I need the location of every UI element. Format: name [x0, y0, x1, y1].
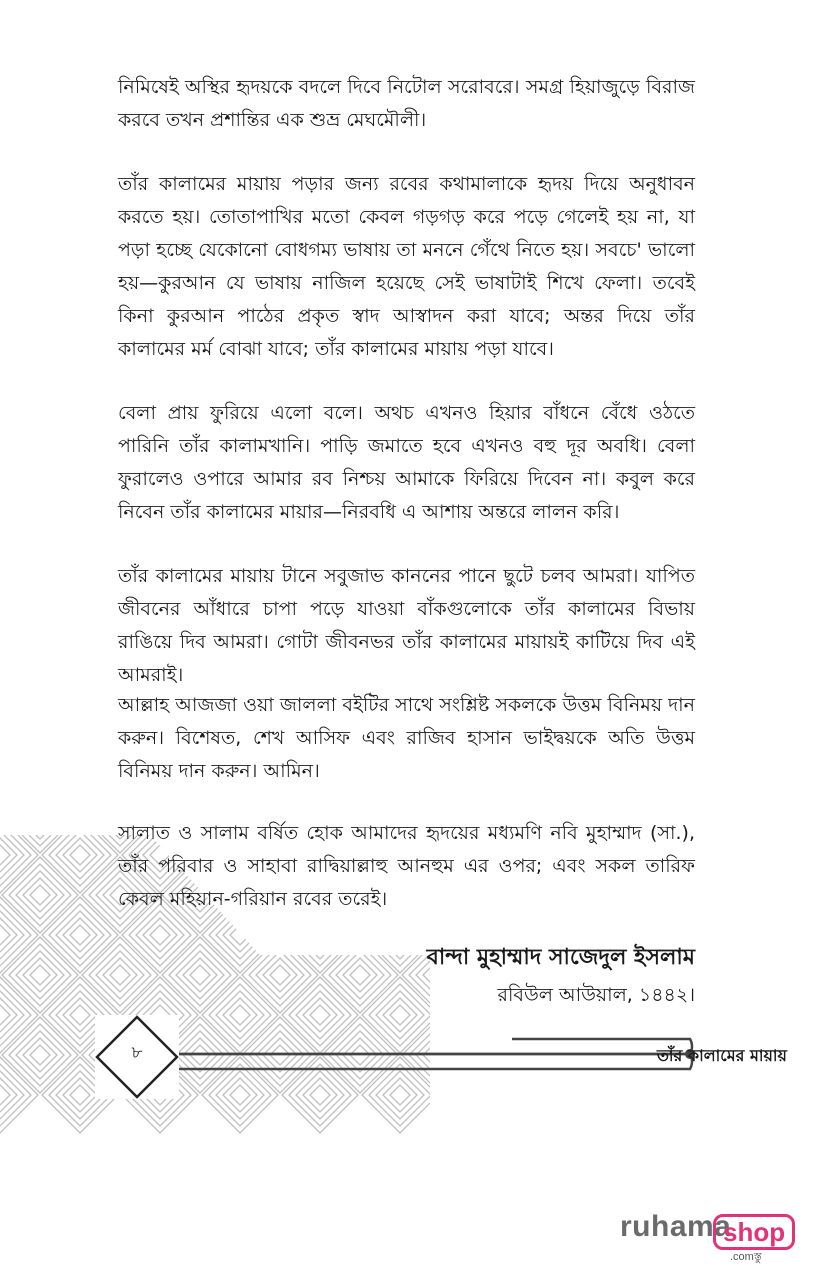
- paragraph-2: তাঁর কালামের মায়ায় পড়ার জন্য রবের কথামালাকে হৃদয় দিয়ে অনুধাবন করতে হয়। তোতাপাখির মতো কেবল গড়গড় করে পড়ে গেলেই হয় না, যা পড়া হচ্ছে যেকোনো বোধগম্য ভাষায় তা মননে গেঁথে নিতে হয়। সবচে' ভালো হয়—কুরআন যে ভাষায় নাজিল হয়েছে সেই ভাষাটাই শিখে ফেলা। তবেই কিনা কুরআন পাঠের প্রকৃত স্বাদ আস্বাদন করা যাবে; অন্তর দিয়ে তাঁর কালামের মর্ম বোঝা যাবে; তাঁর কালামের মায়ায় পড়া যাবে।: [118, 173, 695, 360]
- pattern-diamond: [9, 1024, 71, 1086]
- pattern-diamond: [9, 835, 71, 846]
- paragraph-3: বেলা প্রায় ফুরিয়ে এলো বলে। অথচ এখনও হিয়ার বাঁধনে বেঁধে ওঠতে পারিনি তাঁর কালামখানি। পাড়ি জমাতে হবে এখনও বহু দূর অবধি। বেলা ফুরালেও ওপারে আমার রব নিশ্চয় আমাকে ফিরিয়ে দিবেন না। কবুল করে নিবেন তাঁর কালামের মায়ার—নিরবধি এ আশায় অন্তরে লালন করি।: [118, 402, 695, 523]
- pattern-diamond: [230, 1085, 250, 1105]
- pattern-diamond: [350, 965, 370, 985]
- pattern-diamond: [2, 937, 78, 1013]
- pattern-diamond: [0, 1057, 38, 1133]
- pattern-diamond: [289, 1064, 351, 1126]
- pattern-diamond: [0, 838, 17, 872]
- pattern-diamond: [0, 1085, 10, 1105]
- pattern-diamond: [70, 925, 90, 945]
- pattern-diamond: [270, 965, 290, 985]
- signature-date: রবিউল আউয়াল, ১৪৪২।: [497, 984, 695, 1006]
- pattern-diamond: [70, 1005, 90, 1025]
- pattern-diamond: [110, 965, 130, 985]
- pattern-diamond: [169, 944, 231, 1006]
- pattern-diamond: [230, 1005, 250, 1025]
- logo-domain-text: .comস্তু: [730, 1251, 762, 1263]
- pattern-diamond: [70, 1085, 90, 1105]
- pattern-diamond: [0, 925, 10, 945]
- pattern-diamond: [0, 977, 38, 1053]
- paragraph-1: নিমিষেই অস্থির হৃদয়কে বদলে দিবে নিটোল সরোবরে। সমগ্র হিয়াজুড়ে বিরাজ করবে তখন প্রশান্তির এক শুভ্র মেঘমৌলী।: [118, 76, 695, 131]
- logo-brand-text: ruhama: [620, 1210, 732, 1243]
- pattern-diamond: [0, 918, 17, 952]
- pattern-diamond: [42, 897, 118, 973]
- pattern-diamond: [150, 925, 170, 945]
- pattern-diamond: [209, 1064, 271, 1126]
- footer-bar: [132, 1037, 707, 1071]
- running-footer-title: তাঁর কালামের মায়ায়: [656, 1046, 787, 1065]
- pattern-diamond: [162, 937, 238, 1013]
- pattern-diamond: [30, 885, 50, 905]
- pattern-diamond: [82, 937, 158, 1013]
- pattern-diamond: [0, 1078, 17, 1112]
- pattern-diamond: [70, 845, 90, 865]
- pattern-diamond: [390, 1085, 410, 1105]
- logo-shop-badge: shop: [713, 1214, 795, 1250]
- pattern-diamond: [310, 1005, 330, 1025]
- pattern-diamond: [30, 1045, 50, 1065]
- pattern-diamond: [30, 965, 50, 985]
- pattern-diamond: [89, 944, 151, 1006]
- pattern-diamond: [2, 1017, 78, 1093]
- author-signature: বান্দা মুহাম্মাদ সাজেদুল ইসলাম: [426, 945, 695, 970]
- pattern-diamond: [9, 944, 71, 1006]
- paragraph-4: তাঁর কালামের মায়ায় টানে সবুজাভ কাননের পানে ছুটে চলব আমরা। যাপিত জীবনের আঁধারে চাপা পড়ে যাওয়া বাঁকগুলোকে তাঁর কালামের বিভায় রাঙিয়ে দিব আমরা। গোটা জীবনভর তাঁর কালামের মায়ায়ই কাটিয়ে দিব এই আমরাই।: [118, 565, 695, 686]
- pattern-diamond: [310, 1085, 330, 1105]
- pattern-diamond: [2, 857, 78, 933]
- pattern-diamond: [0, 998, 17, 1032]
- pattern-diamond: [9, 864, 71, 926]
- pattern-diamond: [190, 965, 210, 985]
- page-number: ৮: [131, 1043, 143, 1063]
- pattern-diamond: [0, 897, 38, 973]
- paragraph-6: সালাত ও সালাম বর্ষিত হোক আমাদের হৃদয়ের মধ্যমণি নবি মুহাম্মাদ (সা.), তাঁর পরিবার ও সাহাবা রাদ্বিয়াল্লাহু আনহুম এর ওপর; এবং সকল তারিফ কেবল মহিয়ান-গরিয়ান রবের তরেই।: [118, 822, 695, 910]
- pattern-diamond: [49, 904, 111, 966]
- paragraph-5: আল্লাহ আজজা ওয়া জাললা বইটির সাথে সংশ্লিষ্ট সকলকে উত্তম বিনিময় দান করুন। বিশেষত, শেখ আসিফ এবং রাজিব হাসান ভাইদ্বয়কে অতি উত্তম বিনিময় দান করুন। আমিন।: [118, 694, 695, 782]
- pattern-diamond: [0, 1005, 10, 1025]
- pattern-diamond: [0, 845, 10, 865]
- pattern-diamond: [390, 1005, 410, 1025]
